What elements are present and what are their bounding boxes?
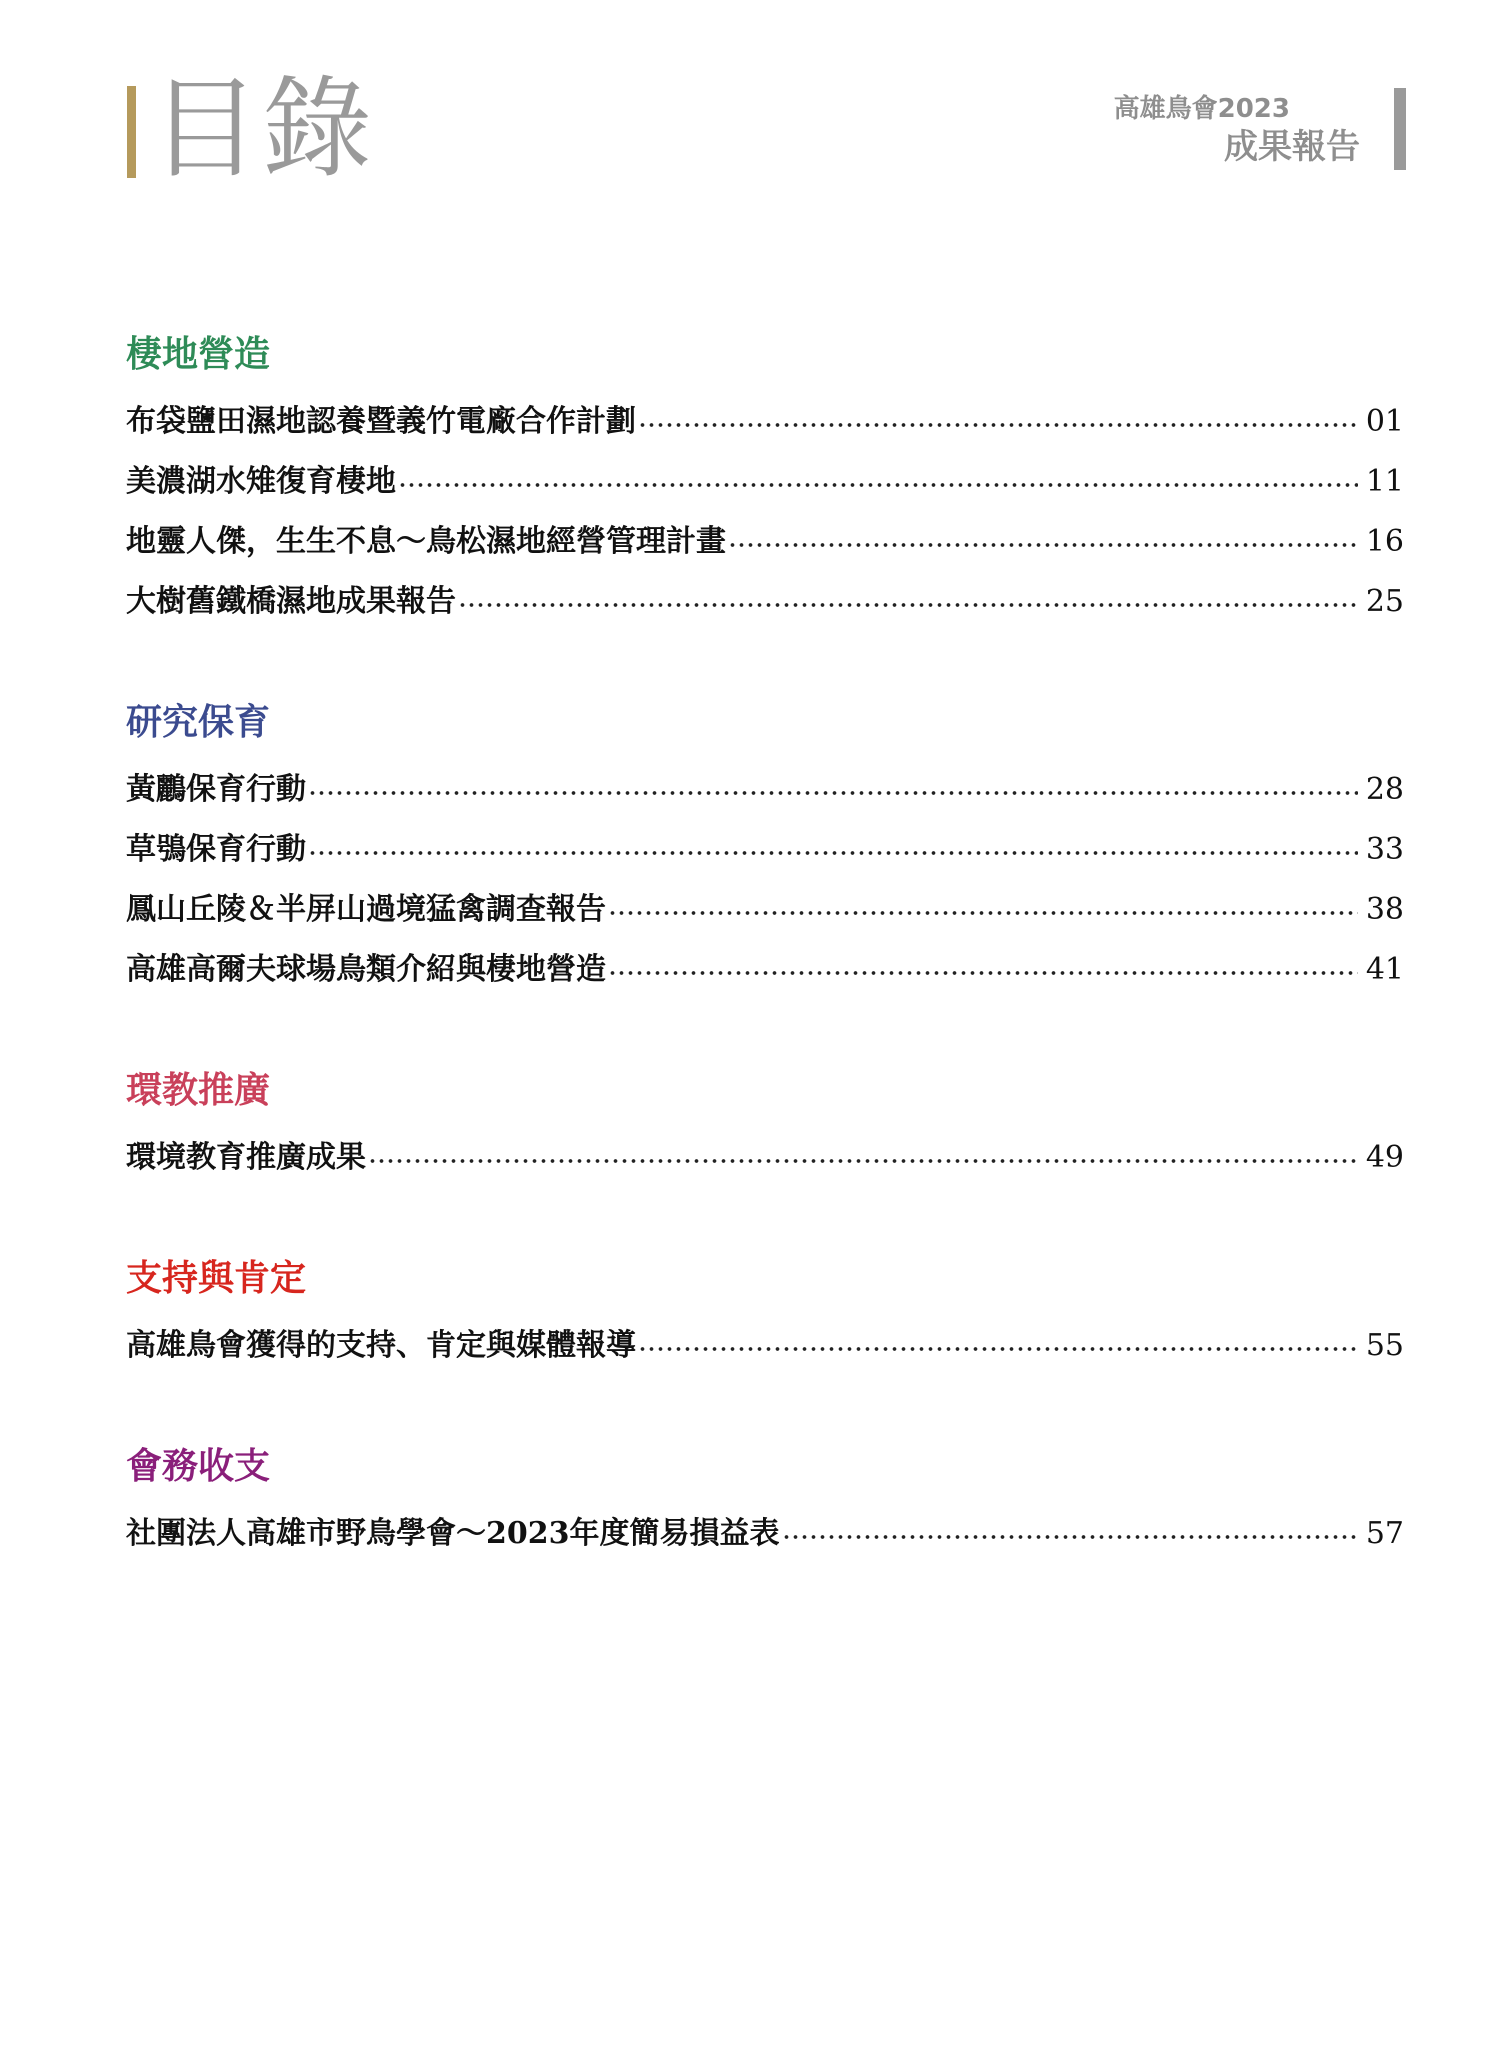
- section-heading: 研究保育: [126, 702, 271, 743]
- entry-title: 黃鸝保育行動: [126, 772, 306, 807]
- dot-leader: [458, 598, 1358, 612]
- entry-page-number: 33: [1365, 832, 1404, 867]
- toc-entry[interactable]: [126, 880, 1404, 940]
- dot-leader: [608, 966, 1358, 980]
- toc-entry[interactable]: [126, 940, 1404, 1000]
- entry-title: 環境教育推廣成果: [126, 1140, 366, 1175]
- toc-entry[interactable]: [126, 1128, 1404, 1188]
- entry-page-number: 38: [1365, 892, 1404, 927]
- toc-section-habitat: [126, 330, 1404, 632]
- toc-section-education: [126, 1066, 1404, 1188]
- toc-entry[interactable]: [126, 760, 1404, 820]
- entry-page-number: 11: [1365, 464, 1404, 499]
- toc-entry[interactable]: [126, 512, 1404, 572]
- entry-title: 鳳山丘陵＆半屏山過境猛禽調查報告: [126, 892, 606, 927]
- entry-title: 地靈人傑，生生不息～鳥松濕地經營管理計畫: [126, 524, 726, 559]
- entry-title: 大樹舊鐵橋濕地成果報告: [126, 584, 456, 619]
- entry-page-number: 01: [1365, 404, 1404, 439]
- toc-section-finance: [126, 1442, 1404, 1564]
- toc-entry[interactable]: [126, 452, 1404, 512]
- report-header: [1114, 92, 1382, 168]
- report-name-label: 成果報告: [1224, 127, 1360, 167]
- org-year-label: 高雄鳥會2023: [1113, 94, 1290, 124]
- section-heading: 會務收支: [126, 1446, 271, 1487]
- toc-entry[interactable]: [126, 1504, 1404, 1564]
- dot-leader: [308, 786, 1358, 800]
- entry-page-number: 41: [1365, 952, 1404, 987]
- section-heading: 環教推廣: [126, 1070, 271, 1111]
- entry-page-number: 16: [1365, 524, 1404, 559]
- toc-entry[interactable]: [126, 1316, 1404, 1376]
- entry-title: 美濃湖水雉復育棲地: [126, 464, 396, 499]
- toc-entry[interactable]: [126, 820, 1404, 880]
- dot-leader: [368, 1154, 1358, 1168]
- entry-title: 高雄高爾夫球場鳥類介紹與棲地營造: [126, 952, 606, 987]
- dot-leader: [638, 1342, 1358, 1356]
- dot-leader: [638, 418, 1358, 432]
- dot-leader: [308, 846, 1358, 860]
- toc-section-research: [126, 698, 1404, 1000]
- entry-title: 布袋鹽田濕地認養暨義竹電廠合作計劃: [126, 404, 636, 439]
- entry-page-number: 57: [1365, 1516, 1404, 1551]
- entry-page-number: 49: [1365, 1140, 1404, 1175]
- entry-title: 草鴞保育行動: [126, 832, 306, 867]
- title-accent-bar: [127, 86, 136, 178]
- dot-leader: [782, 1530, 1359, 1544]
- entry-title: 高雄鳥會獲得的支持、肯定與媒體報導: [126, 1328, 636, 1363]
- section-heading: 支持與肯定: [126, 1258, 307, 1299]
- toc-entry[interactable]: [126, 572, 1404, 632]
- dot-leader: [398, 478, 1358, 492]
- entry-title: 社團法人高雄市野鳥學會～2023年度簡易損益表: [126, 1516, 780, 1551]
- dot-leader: [728, 538, 1358, 552]
- toc-section-support: [126, 1254, 1404, 1376]
- entry-page-number: 25: [1365, 584, 1404, 619]
- header-accent-bar: [1394, 88, 1406, 170]
- section-heading: 棲地營造: [126, 334, 271, 375]
- entry-page-number: 28: [1365, 772, 1404, 807]
- toc-entry[interactable]: [126, 392, 1404, 452]
- entry-page-number: 55: [1365, 1328, 1404, 1363]
- table-of-contents: [126, 330, 1404, 1630]
- page-title: 目錄: [150, 65, 374, 193]
- dot-leader: [608, 906, 1358, 920]
